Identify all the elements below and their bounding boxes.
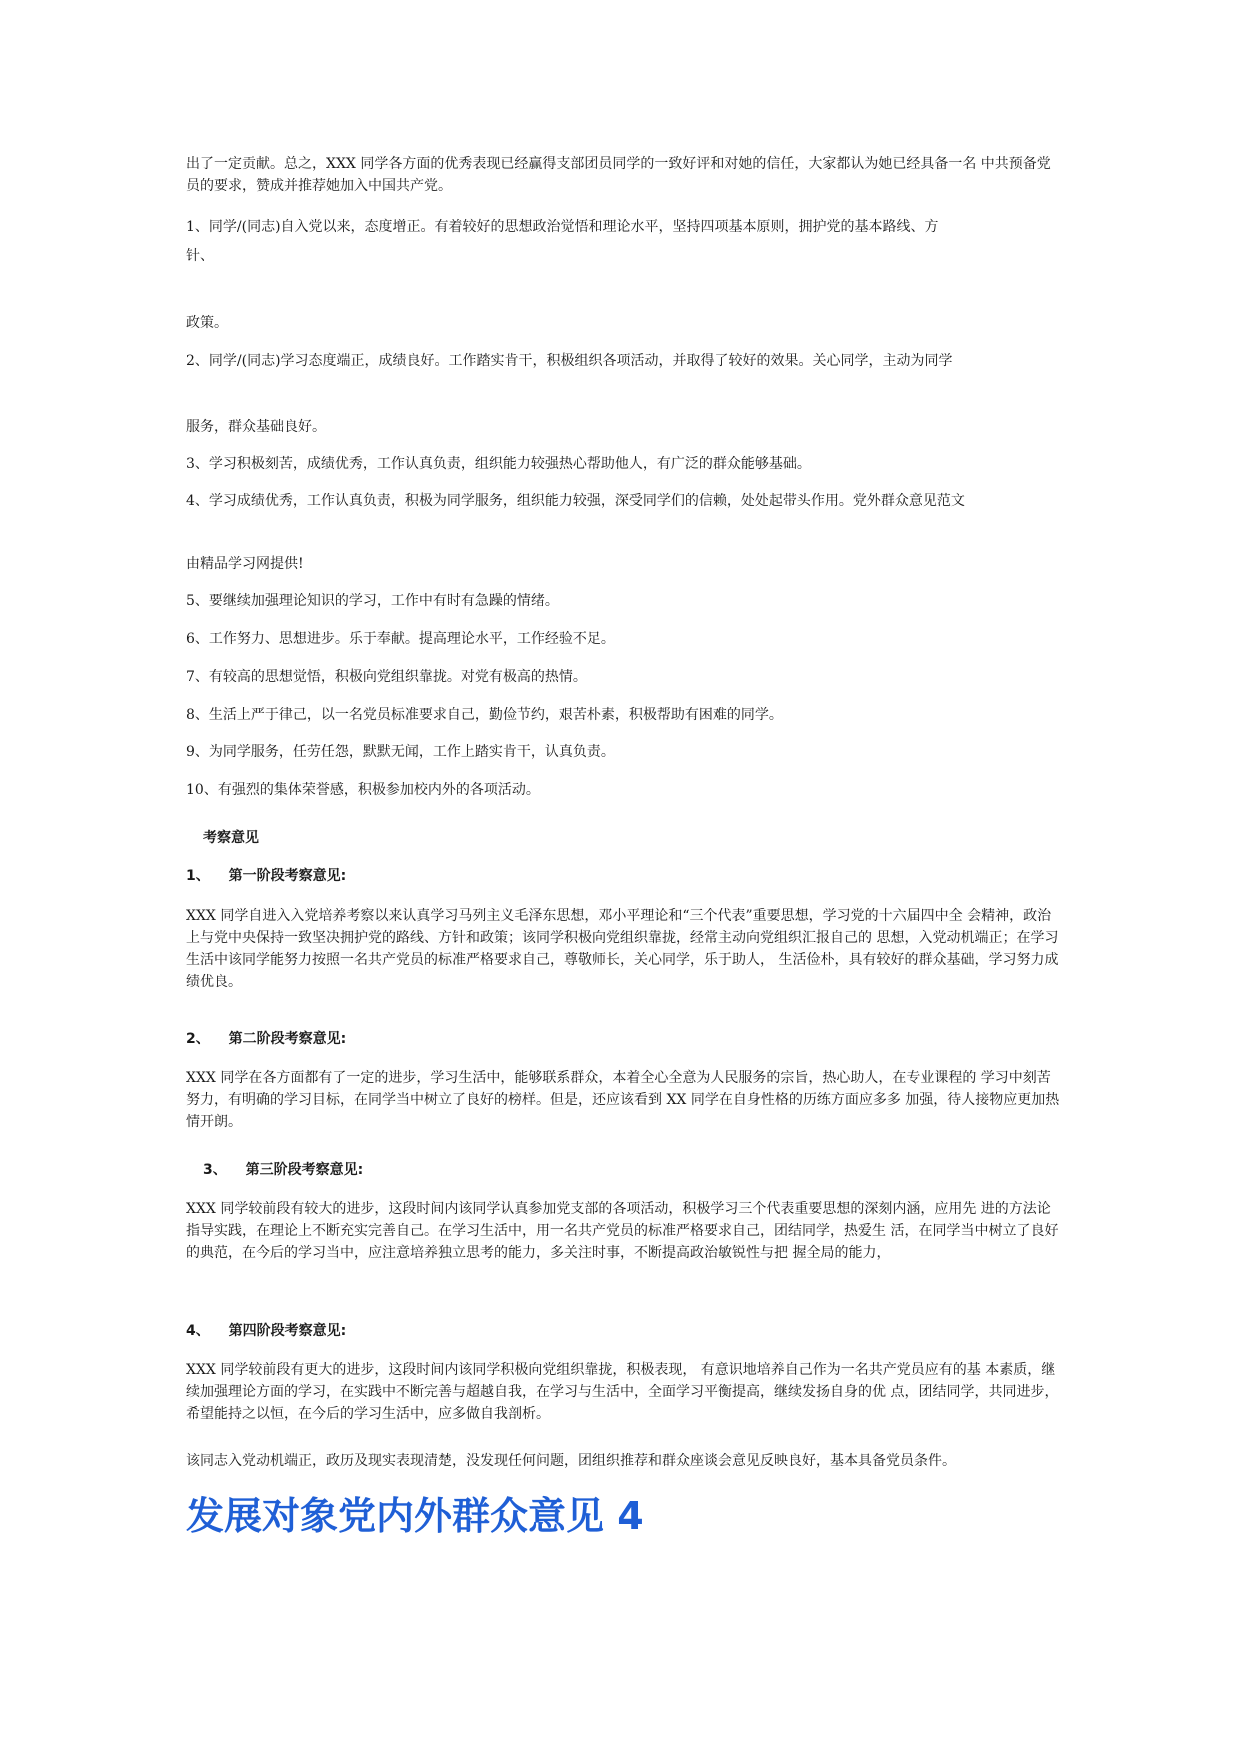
stage-4-title: 第四阶段考察意见: bbox=[228, 1323, 347, 1339]
list-item-7: 7、有较高的思想觉悟，积极向党组织靠拢。对党有极高的热情。 bbox=[186, 669, 587, 685]
stage-3-text: XXX 同学较前段有较大的进步，这段时间内该同学认真参加党支部的各项活动，积极学习三个代表重要思想的深刻内涵，应用先 进的方法论指导实践，在理论上不断充实完善自己。在学习生活中，用一名共产党员的标准严格要求自己，团结同学，热爱生 活，在同学当中树立了良好的典范，在今后的学习当中，应注意培养独立思考的能力，多关注时事，不断提高政治敏锐性与把 握全局的能力， bbox=[186, 1201, 1059, 1261]
stage-2-number: 2、 bbox=[186, 1031, 210, 1047]
stage-1-number: 1、 bbox=[186, 868, 210, 884]
stage-2-heading bbox=[186, 1028, 346, 1050]
list-item-8: 8、生活上严于律己，以一名党员标准要求自己，勤俭节约，艰苦朴素，积极帮助有困难的同学。 bbox=[186, 707, 783, 723]
stage-4-heading bbox=[186, 1320, 346, 1342]
stage-3-number: 3、 bbox=[203, 1162, 227, 1178]
stage-3-heading bbox=[203, 1159, 363, 1181]
section-title: 考察意见 bbox=[203, 830, 259, 846]
stage-2-title: 第二阶段考察意见: bbox=[228, 1031, 347, 1047]
stage-2-text: XXX 同学在各方面都有了一定的进步，学习生活中，能够联系群众，本着全心全意为人民服务的宗旨，热心助人，在专业课程的 学习中刻苦努力，有明确的学习目标，在同学当中树立了良好的榜样。但是，还应该看到 XX 同学在自身性格的历练方面应多多 加强，待人接物应更加热情开朗。 bbox=[186, 1070, 1060, 1130]
conclusion-paragraph: 该同志入党动机端正，政历及现实表现清楚，没发现任何问题，团组织推荐和群众座谈会意见反映良好，基本具备党员条件。 bbox=[186, 1453, 956, 1469]
stage-4-text: XXX 同学较前段有更大的进步，这段时间内该同学积极向党组织靠拢，积极表现， 有意识地培养自己作为一名共产党员应有的基 本素质，继续加强理论方面的学习，在实践中不断完善与超越自我，在学习与生活中，全面学习平衡提高，继续发扬自身的优 点，团结同学，共同进步，希望能持之以恒，在今后的学习生活中，应多做自我剖析。 bbox=[186, 1362, 1059, 1422]
list-item-9: 9、为同学服务，任劳任怨，默默无闻，工作上踏实肯干，认真负责。 bbox=[186, 744, 615, 760]
list-item-4-cont: 由精品学习网提供! bbox=[186, 556, 304, 572]
stage-3-title: 第三阶段考察意见: bbox=[245, 1162, 364, 1178]
list-item-1: 1、同学/(同志)自入党以来，态度增正。有着较好的思想政治觉悟和理论水平，坚持四项基本原则，拥护党的基本路线、方 bbox=[186, 219, 939, 235]
intro-paragraph: 出了一定贡献。总之，XXX 同学各方面的优秀表现已经赢得支部团员同学的一致好评和对她的信任，大家都认为她已经具备一名 中共预备党员的要求，赞成并推荐她加入中国共产党。 bbox=[186, 156, 1051, 194]
next-section-title: 发展对象党内外群众意见 4 bbox=[186, 1494, 644, 1538]
stage-1-title: 第一阶段考察意见: bbox=[228, 868, 347, 884]
list-item-1-cont2: 政策。 bbox=[186, 315, 228, 331]
list-item-4: 4、学习成绩优秀，工作认真负责，积极为同学服务，组织能力较强，深受同学们的信赖，处处起带头作用。党外群众意见范文 bbox=[186, 493, 965, 509]
stage-1-text: XXX 同学自进入入党培养考察以来认真学习马列主义毛泽东思想，邓小平理论和“三个代表”重要思想，学习党的十六届四中全 会精神，政治上与党中央保持一致坚决拥护党的路线、方针和政策；该同学积极向党组织靠拢，经常主动向党组织汇报自己的 思想，入党动机端正；在学习生活中该同学能努力按照一名共产党员的标准严格要求自己，尊敬师长，关心同学，乐于助人， 生活俭朴，具有较好的群众基础，学习努力成绩优良。 bbox=[186, 908, 1059, 990]
stage-1-heading bbox=[186, 865, 346, 887]
list-item-5: 5、要继续加强理论知识的学习，工作中有时有急躁的情绪。 bbox=[186, 593, 559, 609]
list-item-2-cont: 服务，群众基础良好。 bbox=[186, 419, 326, 435]
list-item-2: 2、同学/(同志)学习态度端正，成绩良好。工作踏实肯干，积极组织各项活动，并取得了较好的效果。关心同学，主动为同学 bbox=[186, 353, 953, 369]
list-item-10: 10、有强烈的集体荣誉感，积极参加校内外的各项活动。 bbox=[186, 782, 540, 798]
list-item-1-cont: 针、 bbox=[186, 248, 214, 264]
list-item-6: 6、工作努力、思想进步。乐于奉献。提高理论水平，工作经验不足。 bbox=[186, 631, 615, 647]
stage-4-number: 4、 bbox=[186, 1323, 210, 1339]
list-item-3: 3、学习积极刻苦，成绩优秀，工作认真负责，组织能力较强热心帮助他人，有广泛的群众能够基础。 bbox=[186, 456, 811, 472]
